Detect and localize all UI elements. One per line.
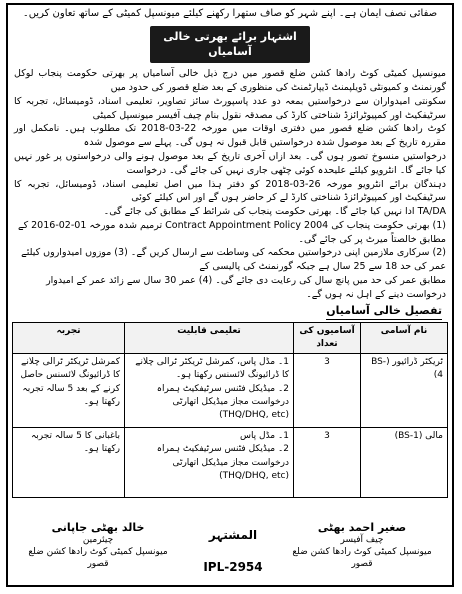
advertisement-page bbox=[6, 3, 454, 587]
cell-experience: کمرشل ٹریکٹر ٹرالی چلانے کا ڈرائیونگ لائسنس حاصل کرنے کے بعد 5 سالہ تجربہ رکھتا ہو۔ bbox=[13, 354, 125, 428]
details-heading: تفصیل خالی آسامیاں bbox=[326, 303, 442, 320]
cell-post: مالی (BS-1) bbox=[361, 428, 448, 498]
chairman-signature bbox=[28, 521, 168, 570]
cell-post: ٹریکٹر ڈرائیور (BS-4) bbox=[361, 354, 448, 428]
table-header-row bbox=[13, 323, 448, 354]
intro-line: سکونتی امیدواران سے درخواستیں بمعہ دو عدد پاسپورٹ سائز تصاویر، تعلیمی اسناد، ڈومیسائل، تجربہ کا سرٹیفکیٹ اور کمپیوٹرائزڈ شناختی کارڈ کی مصدقہ نقول بنام چیف آفیسر میونسپل کمیٹی bbox=[14, 95, 446, 121]
table-row bbox=[13, 354, 448, 428]
qualification-item: 2۔ میڈیکل فٹنس سرٹیفکیٹ ہمراہ درخواست مجاز میڈیکل اتھارٹی (THQ/DHQ, etc) bbox=[156, 444, 289, 481]
cell-qualification bbox=[125, 354, 294, 428]
signatory-office: میونسپل کمیٹی کوٹ رادھا کشن ضلع قصور bbox=[292, 546, 432, 569]
signatory-name: خالد بھٹی جاپانی bbox=[51, 521, 145, 534]
qualification-item: 2۔ میڈیکل فٹنس سرٹیفکیٹ ہمراہ درخواست مجاز میڈیکل اتھارٹی (THQ/DHQ, etc) bbox=[156, 383, 289, 420]
cell-qualification bbox=[125, 428, 294, 498]
intro-line: میونسپل کمیٹی کوٹ رادھا کشن ضلع قصور میں درج ذیل خالی آسامیاں پر بھرتی حکومت پنجاب لوکل گورنمنٹ و کمیونٹی ڈویلپمنٹ ڈیپارٹمنٹ کی منظوری کے بعد ضلع قصور کی حدود میں bbox=[14, 68, 446, 94]
intro-paragraph bbox=[8, 67, 452, 218]
posts-table bbox=[12, 322, 448, 498]
header-post: نام آسامی bbox=[361, 323, 448, 354]
intro-line: کوٹ رادھا کشن ضلع قصور میں دفتری اوقات میں مورخہ 22-03-2018 تک مطلوب ہیں۔ نامکمل اور مقررہ تاریخ کے بعد موصول شدہ درخواستیں قابل قبول نہ ہوں گی۔ پہلے سے موصول شدہ bbox=[14, 123, 446, 149]
header-experience: تجربہ bbox=[13, 323, 125, 354]
slogan: صفائی نصف ایمان ہے۔ اپنے شہر کو صاف ستھرا رکھنے کیلئے میونسپل کمیٹی کے ساتھ تعاون کریں۔ bbox=[22, 8, 438, 19]
ipl-code: IPL-2954 bbox=[203, 560, 263, 574]
advertiser-label: المشتہر bbox=[208, 528, 258, 542]
ad-title: اشتہار برائے بھرتی خالی آسامیاں bbox=[150, 26, 310, 64]
signatory-title: چیف آفیسر bbox=[340, 535, 384, 546]
intro-line: TA/DA ادا نہیں کیا جائے گا۔ بھرتی حکومت پنجاب کی شرائط کے مطابق کی جائے گی۔ bbox=[103, 206, 446, 218]
condition-item: (1) بھرتی حکومت پنجاب کی 2004 Contract Appointment Policy ترمیم شدہ مورخہ 01-02-2016 کے مطابق خالصتاً میرٹ پر کی جائے گی۔ bbox=[18, 219, 446, 245]
cell-count: 3 bbox=[294, 354, 361, 428]
intro-line: درخواستیں منسوخ تصور ہوں گی۔ بعد ازاں آخری تاریخ کے بعد موصول ہونے والی درخواستوں پر غور نہیں کیا جائے گا۔ انٹرویو کیلئے علیحدہ کوئی چٹھی جاری نہیں کی جائے گی۔ درخواست bbox=[14, 150, 446, 176]
cell-experience: باغبانی کا 5 سالہ تجربہ رکھتا ہو۔ bbox=[13, 428, 125, 498]
header-qualification: تعلیمی قابلیت bbox=[125, 323, 294, 354]
signatory-name: صغیر احمد بھٹی bbox=[317, 521, 407, 534]
signature-footer bbox=[8, 521, 452, 583]
table-row bbox=[13, 428, 448, 498]
header-count: آسامیوں کی تعداد bbox=[294, 323, 361, 354]
intro-line: دہندگان برائے انٹرویو مورخہ 26-03-2018 کو دفتر ہذا میں اصل تعلیمی اسناد، ڈومیسائل، تجربہ کا سرٹیفکیٹ اور کمپیوٹرائزڈ شناختی کارڈ لے کر حاضر ہوں گے اور اس کیلئے کوئی bbox=[14, 178, 446, 204]
qualification-item: 1۔ مڈل پاس، کمرشل ٹریکٹر ٹرالی چلانے کا ڈرائیونگ لائسنس رکھتا ہو۔ bbox=[135, 357, 289, 381]
qualification-item: 1۔ مڈل پاس bbox=[239, 431, 289, 442]
signatory-title: چیئرمین bbox=[82, 535, 114, 546]
cell-count: 3 bbox=[294, 428, 361, 498]
conditions-list bbox=[8, 219, 452, 302]
condition-item: مطابق عمر کی حد میں پانچ سال کی رعایت دی جائے گی۔ (4) عمر 30 سال سے زائد عمر کے امیدوار درخواست دینے کے اہل نہ ہوں گے۔ bbox=[46, 274, 446, 300]
chief-officer-signature bbox=[292, 521, 432, 570]
signatory-office: میونسپل کمیٹی کوٹ رادھا کشن ضلع قصور bbox=[28, 546, 168, 569]
condition-item: (2) سرکاری ملازمین اپنی درخواستیں محکمہ کی وساطت سے ارسال کریں گے۔ (3) موزوں امیدواروں کیلئے عمر کی حد 18 سے 25 سال ہے جبکہ گورنمنٹ کی پالیسی کے bbox=[21, 247, 446, 273]
